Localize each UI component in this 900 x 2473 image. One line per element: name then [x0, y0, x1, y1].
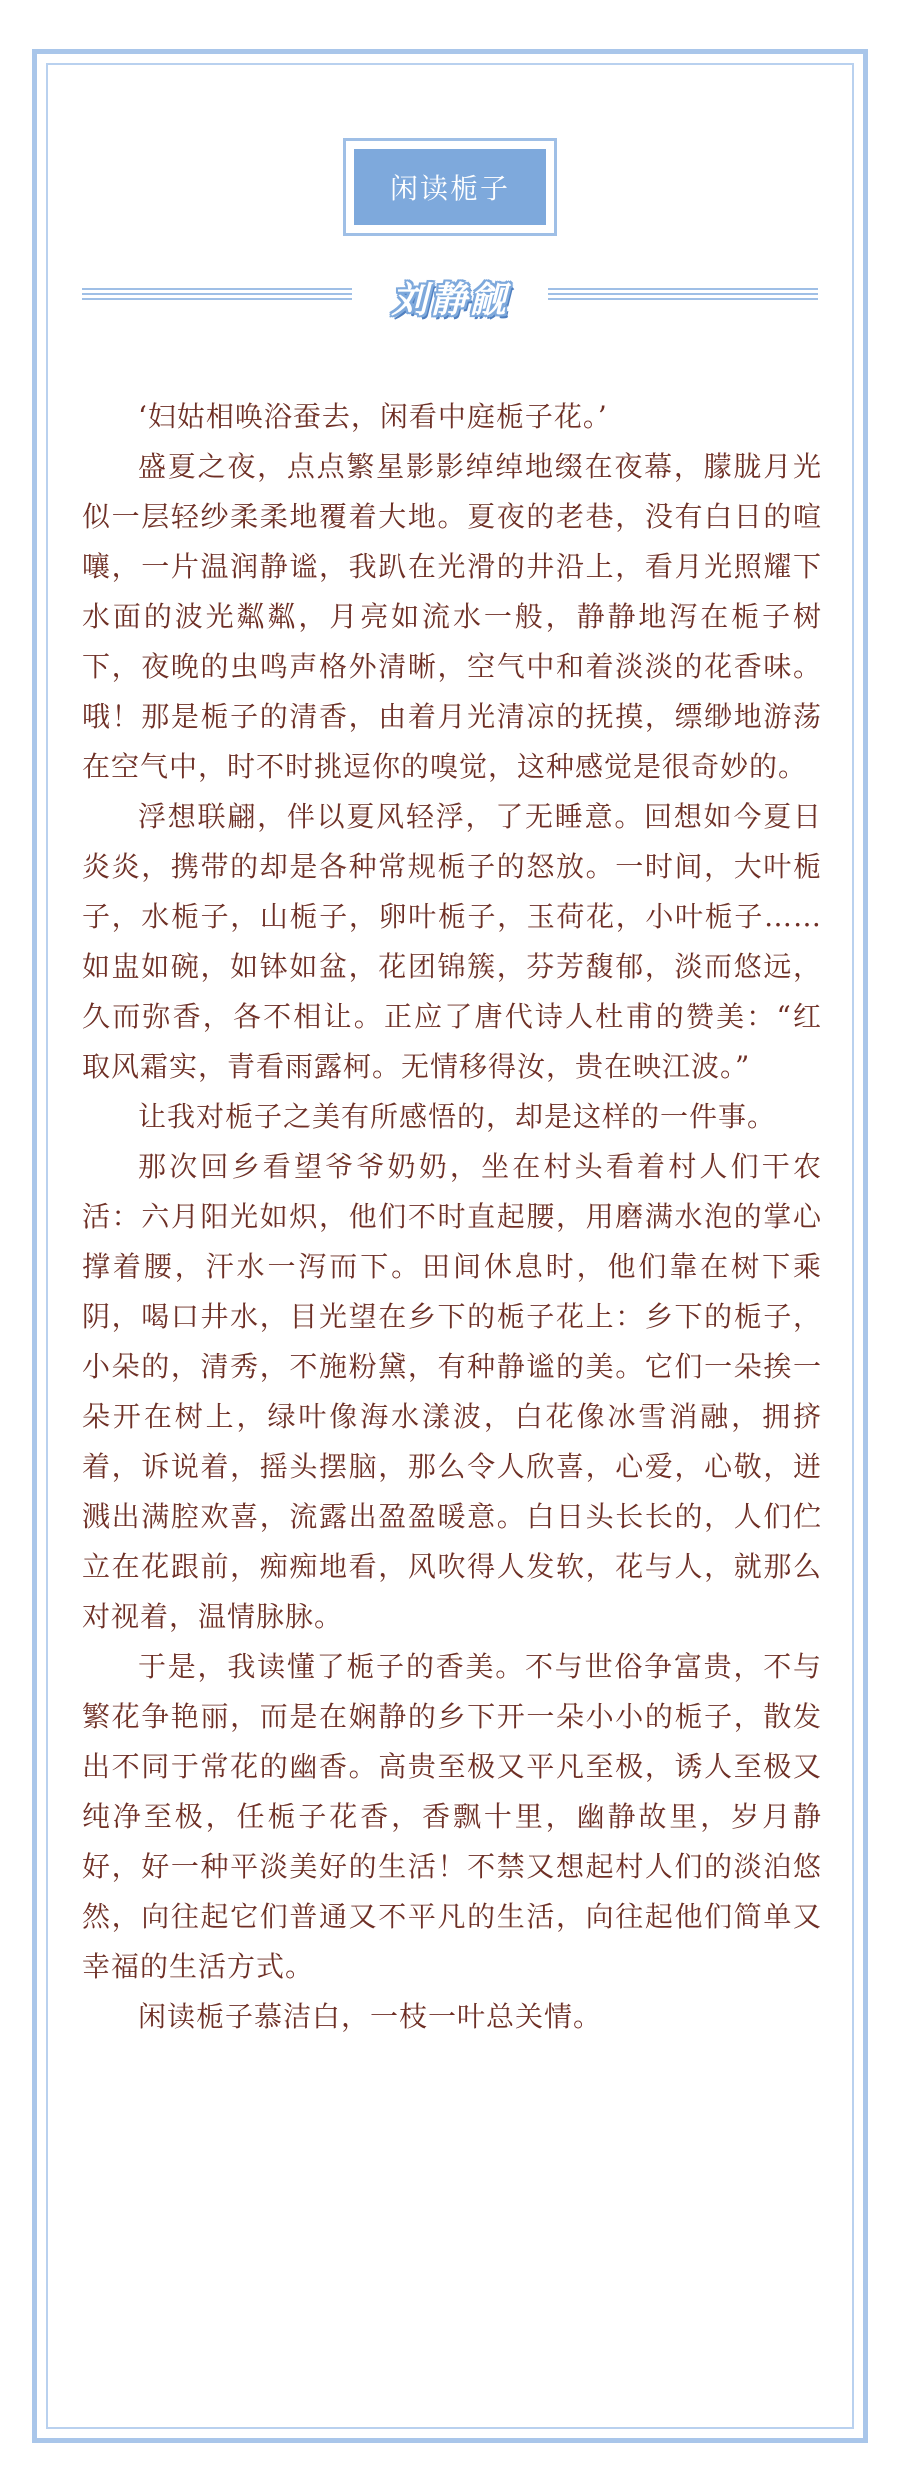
title-box — [343, 138, 557, 236]
author-row — [0, 270, 900, 320]
paragraph: 盛夏之夜，点点繁星影影绰绰地缀在夜幕，朦胧月光似一层轻纱柔柔地覆着大地。夏夜的老巷，没有白日的喧嚷，一片温润静谧，我趴在光滑的井沿上，看月光照耀下水面的波光粼粼，月亮如流水一般，静静地泻在栀子树下，夜晚的虫鸣声格外清晰，空气中和着淡淡的花香味。哦！那是栀子的清香，由着月光清凉的抚摸，缥缈地游荡在空气中，时不时挑逗你的嗅觉，这种感觉是很奇妙的。 — [82, 450, 822, 783]
paragraph: 于是，我读懂了栀子的香美。不与世俗争富贵，不与繁花争艳丽，而是在娴静的乡下开一朵小小的栀子，散发出不同于常花的幽香。高贵至极又平凡至极，诱人至极又纯净至极，任栀子花香，香飘十里，幽静故里，岁月静好，好一种平淡美好的生活！不禁又想起村人们的淡泊悠然，向往起它们普通又不平凡的生活，向往起他们简单又幸福的生活方式。 — [82, 1650, 822, 1983]
article-body — [82, 392, 822, 2042]
article-title: 闲读栀子 — [389, 172, 510, 205]
title-plate — [354, 149, 546, 225]
paragraph: 让我对栀子之美有所感悟的，却是这样的一件事。 — [138, 1100, 777, 1133]
author-name: 刘静觎 — [391, 280, 509, 321]
paragraph: ‘妇姑相唤浴蚕去，闲看中庭栀子花。’ — [138, 400, 608, 433]
paragraph: 闲读栀子慕洁白，一枝一叶总关情。 — [138, 2000, 603, 2033]
author-divider-left — [82, 288, 352, 300]
paragraph: 那次回乡看望爷爷奶奶，坐在村头看着村人们干农活：六月阳光如炽，他们不时直起腰，用磨满水泡的掌心撑着腰，汗水一泻而下。田间休息时，他们靠在树下乘阴，喝口井水，目光望在乡下的栀子花上：乡下的栀子，小朵的，清秀，不施粉黛，有种静谧的美。它们一朵挨一朵开在树上，绿叶像海水漾波，白花像冰雪消融，拥挤着，诉说着，摇头摆脑，那么令人欣喜，心爱，心敬，迸溅出满腔欢喜，流露出盈盈暖意。白日头长长的，人们伫立在花跟前，痴痴地看，风吹得人发软，花与人，就那么对视着，温情脉脉。 — [82, 1150, 822, 1633]
paragraph: 浮想联翩，伴以夏风轻浮，了无睡意。回想如今夏日炎炎，携带的却是各种常规栀子的怒放。一时间，大叶栀子，水栀子，山栀子，卵叶栀子，玉荷花，小叶栀子……如盅如碗，如钵如盆，花团锦簇，芬芳馥郁，淡而悠远，久而弥香，各不相让。正应了唐代诗人杜甫的赞美：“红取风霜实，青看雨露柯。无情移得汝，贵在映江波。” — [82, 800, 822, 1083]
author-divider-right — [548, 288, 818, 300]
